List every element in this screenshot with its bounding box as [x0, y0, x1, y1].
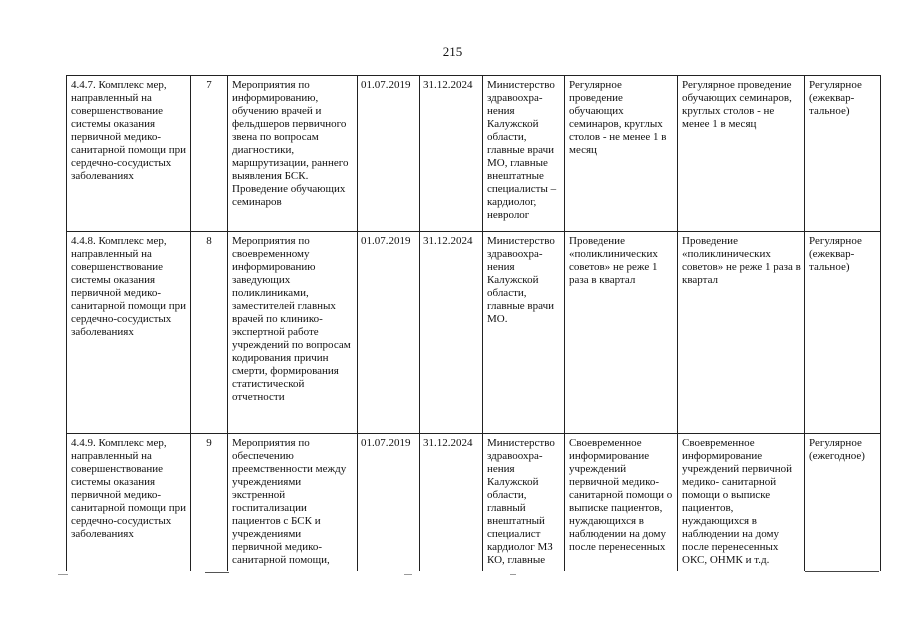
- table-row: [67, 76, 881, 232]
- scan-artifact-line: [58, 574, 68, 575]
- start-date-cell: 01.07.2019: [358, 232, 420, 434]
- scan-artifact-line: [510, 574, 516, 575]
- result-cell: Проведение «поликлинических советов» не реже 1 раза в квартал: [565, 232, 678, 434]
- row-number-cell: 8: [191, 232, 228, 434]
- indicator-cell: Проведение «поликлинических советов» не реже 1 раза в квартал: [678, 232, 805, 434]
- row-number-cell: 7: [191, 76, 228, 232]
- measure-name-cell: 4.4.9. Комплекс мер, направленный на совершенствование системы оказания первичной медико-санитарной помощи при сердечно-сосудистых заболеваниях: [67, 434, 191, 572]
- scan-artifact-line: [404, 574, 412, 575]
- table-row: [67, 232, 881, 434]
- measure-name-cell: 4.4.7. Комплекс мер, направленный на совершенствование системы оказания первичной медико-санитарной помощи при сердечно-сосудистых заболеваниях: [67, 76, 191, 232]
- responsible-cell: Министерство здравоохра-нения Калужской области, главные врачи МО, главные внештатные специалисты – кардиолог, невролог: [483, 76, 565, 232]
- measures-cell: Мероприятия по своевременному информированию заведующих поликлиниками, заместителей главных врачей по клинико-экспертной работе учреждений по вопросам кодирования причин смерти, формирования статистической отчетности: [228, 232, 358, 434]
- table-row: [67, 434, 881, 572]
- result-cell: Своевременное информирование учреждений первичной медико-санитарной помощи о выписке пациентов, нуждающихся в наблюдении на дому после перенесенных: [565, 434, 678, 572]
- end-date-cell: 31.12.2024: [420, 434, 483, 572]
- frequency-cell: Регулярное (ежеквар-тальное): [805, 232, 881, 434]
- result-cell: Регулярное проведение обучающих семинаров, круглых столов - не менее 1 в месяц: [565, 76, 678, 232]
- scan-artifact-line: [805, 571, 879, 572]
- start-date-cell: 01.07.2019: [358, 434, 420, 572]
- row-number-cell: 9: [191, 434, 228, 572]
- scan-artifact-line: [205, 572, 229, 573]
- end-date-cell: 31.12.2024: [420, 76, 483, 232]
- end-date-cell: 31.12.2024: [420, 232, 483, 434]
- measures-cell: Мероприятия по информированию, обучению врачей и фельдшеров первичного звена по вопросам диагностики, маршрутизации, раннего выявления БСК. Проведение обучающих семинаров: [228, 76, 358, 232]
- responsible-cell: Министерство здравоохра-нения Калужской области, главный внештатный специалист кардиолог МЗ КО, главные: [483, 434, 565, 572]
- indicator-cell: Своевременное информирование учреждений первичной медико- санитарной помощи о выписке пациентов, нуждающихся в наблюдении на дому после перенесенных ОКС, ОНМК и т.д.: [678, 434, 805, 572]
- indicator-cell: Регулярное проведение обучающих семинаров, круглых столов - не менее 1 в месяц: [678, 76, 805, 232]
- page-number: 215: [442, 44, 463, 59]
- responsible-cell: Министерство здравоохра-нения Калужской области, главные врачи МО.: [483, 232, 565, 434]
- frequency-cell: Регулярное (ежеквар-тальное): [805, 76, 881, 232]
- measure-name-cell: 4.4.8. Комплекс мер, направленный на совершенствование системы оказания первичной медико-санитарной помощи при сердечно-сосудистых заболеваниях: [67, 232, 191, 434]
- measures-cell: Мероприятия по обеспечению преемственности между учреждениями экстренной госпитализации пациентов с БСК и учреждениями первичной медико-санитарной помощи,: [228, 434, 358, 572]
- frequency-cell: Регулярное (ежегодное): [805, 434, 881, 572]
- start-date-cell: 01.07.2019: [358, 76, 420, 232]
- activity-table: [66, 75, 881, 571]
